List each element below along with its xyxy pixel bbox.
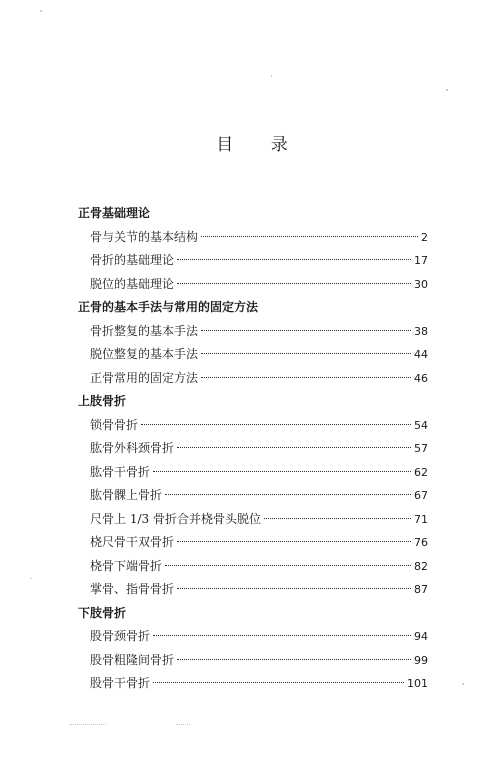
dot-leader	[201, 329, 411, 331]
scan-speck	[271, 75, 272, 77]
section-heading: 下肢骨折	[78, 605, 127, 620]
footer-mark	[176, 722, 190, 725]
dot-leader	[153, 634, 411, 636]
dot-leader	[177, 258, 411, 260]
toc-entry	[78, 249, 428, 273]
toc-entry	[78, 484, 428, 508]
toc-entry	[78, 273, 428, 297]
toc-entry-title: 股骨干骨折	[90, 676, 151, 690]
toc-entry-page: 54	[414, 418, 428, 432]
toc-entry	[78, 343, 428, 367]
toc-entry-page: 2	[421, 230, 428, 244]
toc-entry	[78, 320, 428, 344]
dot-leader	[264, 517, 411, 519]
toc-entry-page: 38	[414, 324, 428, 338]
dot-leader	[177, 540, 411, 542]
scan-speck	[462, 683, 464, 685]
dot-leader	[201, 235, 418, 237]
toc-entry-page: 76	[414, 536, 428, 549]
toc-entry-title: 骨与关节的基本结构	[90, 229, 199, 244]
dot-leader	[153, 470, 411, 472]
toc-entry	[78, 226, 428, 250]
toc-entry-page: 57	[414, 442, 428, 455]
toc-entry-page: 99	[414, 653, 428, 667]
dot-leader	[201, 376, 411, 378]
toc-entry	[78, 649, 428, 673]
dot-leader	[177, 282, 411, 284]
toc-entry	[78, 414, 428, 438]
toc-entry-page: 87	[414, 583, 428, 596]
toc-entry	[78, 531, 428, 555]
toc-entry	[78, 555, 428, 579]
toc-entry-title: 桡尺骨干双骨折	[90, 535, 175, 549]
toc-entry-page: 30	[414, 277, 428, 291]
toc-entry-title: 脱位整复的基本手法	[90, 347, 199, 361]
toc-entry-page: 82	[414, 559, 428, 573]
toc-entry	[78, 508, 428, 532]
scan-speck	[446, 89, 448, 91]
toc-entry-page: 94	[414, 630, 428, 643]
toc-entry-title: 肱骨干骨折	[90, 464, 151, 479]
page-title: 目 录	[216, 135, 304, 155]
toc-entry-title: 股骨颈骨折	[90, 629, 151, 643]
toc-entry-title: 脱位的基础理论	[90, 276, 175, 291]
toc-entry-title: 锁骨骨折	[90, 417, 139, 432]
toc-entry-title: 股骨粗隆间骨折	[90, 652, 175, 667]
toc-entry-page: 44	[414, 348, 428, 361]
footer-mark	[70, 722, 106, 725]
section-heading: 正骨基础理论	[78, 206, 151, 220]
toc-entry	[78, 578, 428, 602]
toc-entry	[78, 437, 428, 461]
toc-entry	[78, 672, 428, 696]
dot-leader	[177, 658, 411, 660]
dot-leader	[153, 681, 404, 683]
toc-entry-title: 骨折整复的基本手法	[90, 323, 199, 338]
dot-leader	[141, 423, 411, 425]
toc-entry-title: 桡骨下端骨折	[90, 558, 163, 573]
toc-entry-title: 骨折的基础理论	[90, 253, 175, 267]
dot-leader	[165, 493, 411, 495]
toc-entry-page: 71	[414, 512, 428, 526]
table-of-contents	[78, 202, 428, 696]
toc-entry	[78, 625, 428, 649]
dot-leader	[177, 446, 411, 448]
toc-entry-page: 62	[414, 465, 428, 479]
toc-entry-title: 掌骨、指骨骨折	[90, 582, 175, 596]
dot-leader	[177, 587, 411, 589]
section-heading: 正骨的基本手法与常用的固定方法	[78, 300, 259, 314]
toc-entry-page: 46	[414, 371, 428, 385]
toc-entry-page: 67	[414, 489, 428, 502]
toc-entry-page: 17	[414, 254, 428, 267]
dot-leader	[201, 352, 411, 354]
toc-entry-title: 正骨常用的固定方法	[90, 370, 199, 385]
toc-entry-title: 尺骨上 1/3 骨折合并桡骨头脱位	[90, 511, 261, 526]
toc-entry-page: 101	[407, 677, 428, 690]
toc-entry-title: 肱骨髁上骨折	[90, 488, 163, 502]
scan-speck	[40, 10, 42, 12]
section-heading: 上肢骨折	[78, 394, 127, 408]
toc-entry	[78, 461, 428, 485]
dot-leader	[165, 564, 411, 566]
toc-entry-title: 肱骨外科颈骨折	[90, 441, 175, 455]
toc-entry	[78, 367, 428, 391]
scan-speck	[30, 578, 32, 579]
